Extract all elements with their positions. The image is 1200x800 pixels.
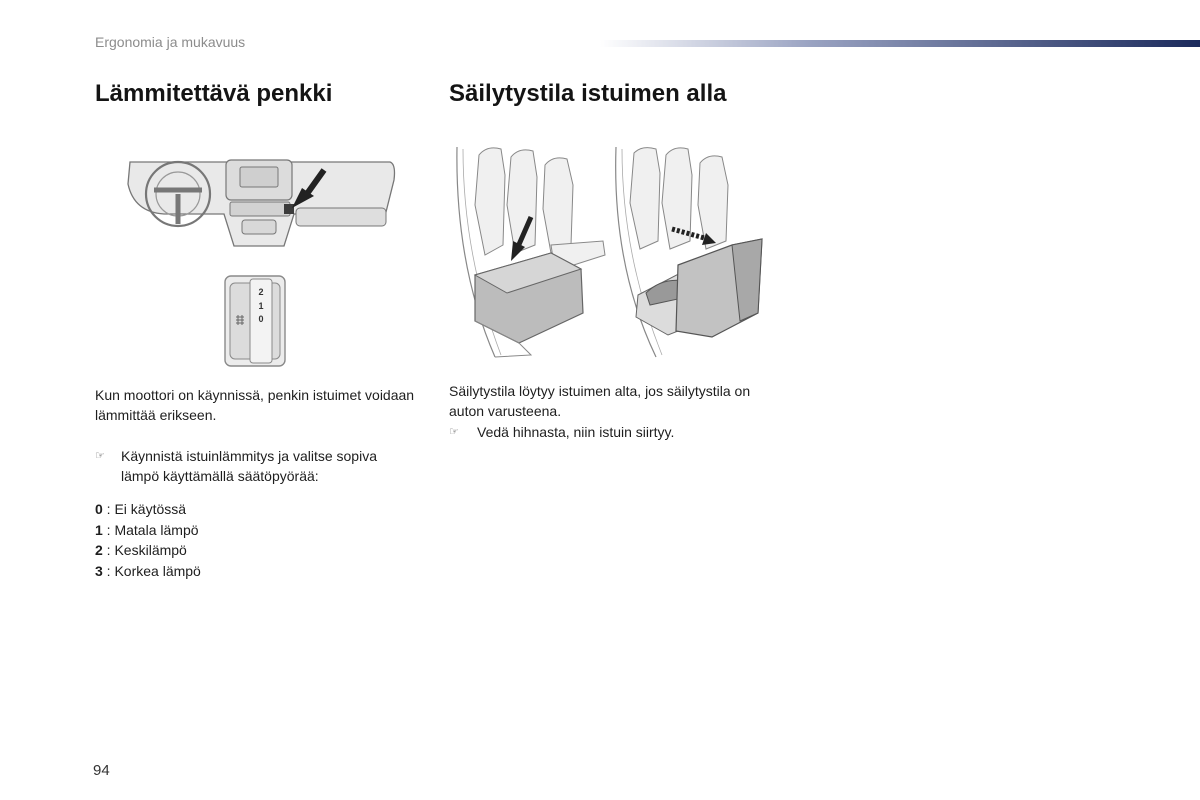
heat-level-key: 1 xyxy=(95,521,103,538)
heat-level-key: 3 xyxy=(95,562,103,579)
dial-label-2: 2 xyxy=(258,287,264,297)
heated-seat-instruction xyxy=(95,446,415,486)
storage-instruction xyxy=(449,422,779,442)
seat-storage-illustration-open xyxy=(612,145,772,360)
dial-label-0: 0 xyxy=(258,314,264,324)
storage-instruction-text: Vedä hihnasta, niin istuin siirtyy. xyxy=(477,424,675,440)
section-title: Ergonomia ja mukavuus xyxy=(95,34,246,50)
heat-level-label: Ei käytössä xyxy=(114,501,187,517)
heat-level-label: Keskilämpö xyxy=(114,542,187,558)
seat-storage-illustration-closed xyxy=(455,145,610,360)
heat-level-item: 3 : Korkea lämpö xyxy=(95,562,201,579)
storage-intro: Säilytystila löytyy istuimen alta, jos säilytystila on auton varusteena. xyxy=(449,383,751,419)
heat-level-list xyxy=(95,499,201,581)
heat-level-key: 0 xyxy=(95,501,103,517)
storage-heading: Säilytystila istuimen alla xyxy=(449,80,727,107)
heat-level-label: Matala lämpö xyxy=(114,521,199,538)
heated-seat-heading: Lämmitettävä penkki xyxy=(95,80,333,107)
dashboard-illustration xyxy=(124,150,396,250)
page-number: 94 xyxy=(93,762,110,779)
heat-level-item: 0 : Ei käytössä xyxy=(95,501,187,517)
heated-seat-intro: Kun moottori on käynnissä, penkin istuimet voidaan lämmittää erikseen. xyxy=(95,387,415,423)
heat-level-item: 2 : Keskilämpö xyxy=(95,542,187,558)
heated-seat-instruction-text: Käynnistä istuinlämmitys ja valitse sopiva lämpö käyttämällä säätöpyörää: xyxy=(121,448,377,484)
header-accent-bar xyxy=(600,40,1200,47)
heat-level-label: Korkea lämpö xyxy=(114,562,201,579)
heat-level-key: 2 xyxy=(95,542,103,558)
pointing-hand-icon: ☞ xyxy=(449,426,459,438)
heat-level-item: 1 : Matala lämpö xyxy=(95,521,199,538)
pointing-hand-icon: ☞ xyxy=(95,450,105,462)
heating-dial-illustration xyxy=(224,275,286,367)
dial-label-1: 1 xyxy=(258,301,264,311)
